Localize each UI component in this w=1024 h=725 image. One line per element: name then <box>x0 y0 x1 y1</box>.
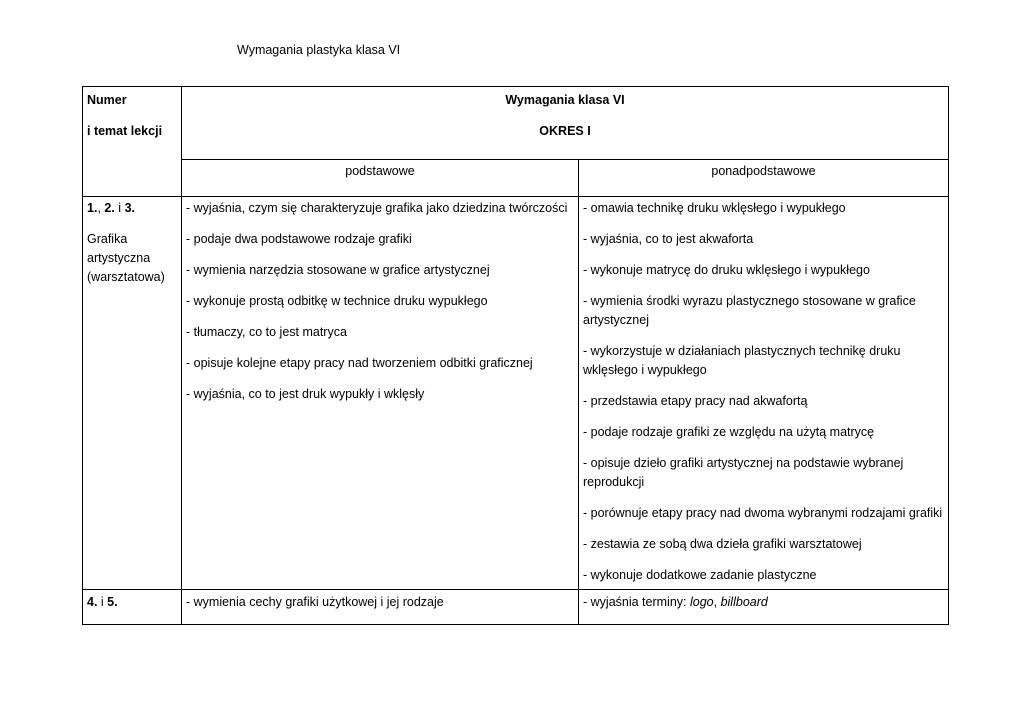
lesson-number <box>87 595 118 609</box>
advanced-requirements-cell <box>579 197 949 590</box>
basic-requirements-cell <box>182 590 579 625</box>
requirement-item: - wyjaśnia, co to jest akwaforta <box>583 232 754 246</box>
lesson-number-header <box>83 87 182 197</box>
lesson-number-sep: i <box>114 201 125 215</box>
requirements-header <box>182 87 949 160</box>
requirement-item: - porównuje etapy pracy nad dwoma wybranymi rodzajami grafiki <box>583 506 943 520</box>
advanced-requirements-cell <box>579 590 949 625</box>
basic-requirements-list <box>186 199 574 404</box>
requirement-item: - przedstawia etapy pracy nad akwafortą <box>583 394 808 408</box>
lesson-number-c: 3. <box>124 201 135 215</box>
lesson-number-a: 4. <box>87 595 98 609</box>
period-label: OKRES I <box>539 124 591 138</box>
requirement-item: - wykonuje prostą odbitkę w technice druku wypukłego <box>186 294 488 308</box>
basic-level-header: podstawowe <box>182 160 579 197</box>
term-prefix: - wyjaśnia terminy: <box>583 595 690 609</box>
requirement-item: - wykonuje dodatkowe zadanie plastyczne <box>583 568 817 582</box>
table-row <box>83 590 949 625</box>
requirement-item: - zestawia ze sobą dwa dzieła grafiki warsztatowej <box>583 537 862 551</box>
term-billboard: billboard <box>720 595 768 609</box>
lesson-number-b: 2. <box>104 201 115 215</box>
lesson-number-a: 1. <box>87 201 98 215</box>
requirement-item: - wykonuje matrycę do druku wklęsłego i wypukłego <box>583 263 870 277</box>
requirement-item: - podaje rodzaje grafiki ze względu na użytą matrycę <box>583 425 875 439</box>
requirement-item: - opisuje kolejne etapy pracy nad tworzeniem odbitki graficznej <box>186 356 533 370</box>
lesson-number <box>87 199 177 218</box>
basic-requirement: - wymienia cechy grafiki użytkowej i jej rodzaje <box>186 595 444 609</box>
table-row <box>83 197 949 590</box>
lesson-cell <box>83 197 182 590</box>
requirement-item: - wyjaśnia, co to jest druk wypukły i wklęsły <box>186 387 425 401</box>
basic-requirements-cell <box>182 197 579 590</box>
requirement-item: - wyjaśnia, czym się charakteryzuje grafika jako dziedzina twórczości <box>186 201 568 215</box>
advanced-requirements-list <box>583 199 944 585</box>
term-separator: , <box>713 595 721 609</box>
requirements-title: Wymagania klasa VI <box>505 93 625 107</box>
lesson-number-b: 5. <box>107 595 118 609</box>
document-title: Wymagania plastyka klasa VI <box>237 43 401 57</box>
requirement-item: - omawia technikę druku wklęsłego i wypukłego <box>583 201 846 215</box>
advanced-requirement <box>583 595 768 609</box>
subheader-row <box>83 160 949 197</box>
requirement-item: - wymienia narzędzia stosowane w grafice artystycznej <box>186 263 490 277</box>
requirement-item: - tłumaczy, co to jest matryca <box>186 325 347 339</box>
lesson-number-sep: , <box>97 201 105 215</box>
requirement-item: - wymienia środki wyrazu plastycznego stosowane w grafice artystycznej <box>583 294 916 327</box>
lesson-topic: Grafika artystyczna (warsztatowa) <box>87 232 165 284</box>
lesson-cell <box>83 590 182 625</box>
advanced-level-header: ponadpodstawowe <box>579 160 949 197</box>
requirement-item: - opisuje dzieło grafiki artystycznej na podstawie wybranej reprodukcji <box>583 456 904 489</box>
requirements-table <box>82 86 949 625</box>
term-logo: logo <box>689 595 714 609</box>
header-row <box>83 87 949 160</box>
header-topic-label: i temat lekcji <box>87 124 163 138</box>
lesson-number-sep: i <box>97 595 108 609</box>
requirement-item: - wykorzystuje w działaniach plastycznych technikę druku wklęsłego i wypukłego <box>583 344 901 377</box>
requirement-item: - podaje dwa podstawowe rodzaje grafiki <box>186 232 412 246</box>
header-number-label: Numer <box>87 93 127 107</box>
